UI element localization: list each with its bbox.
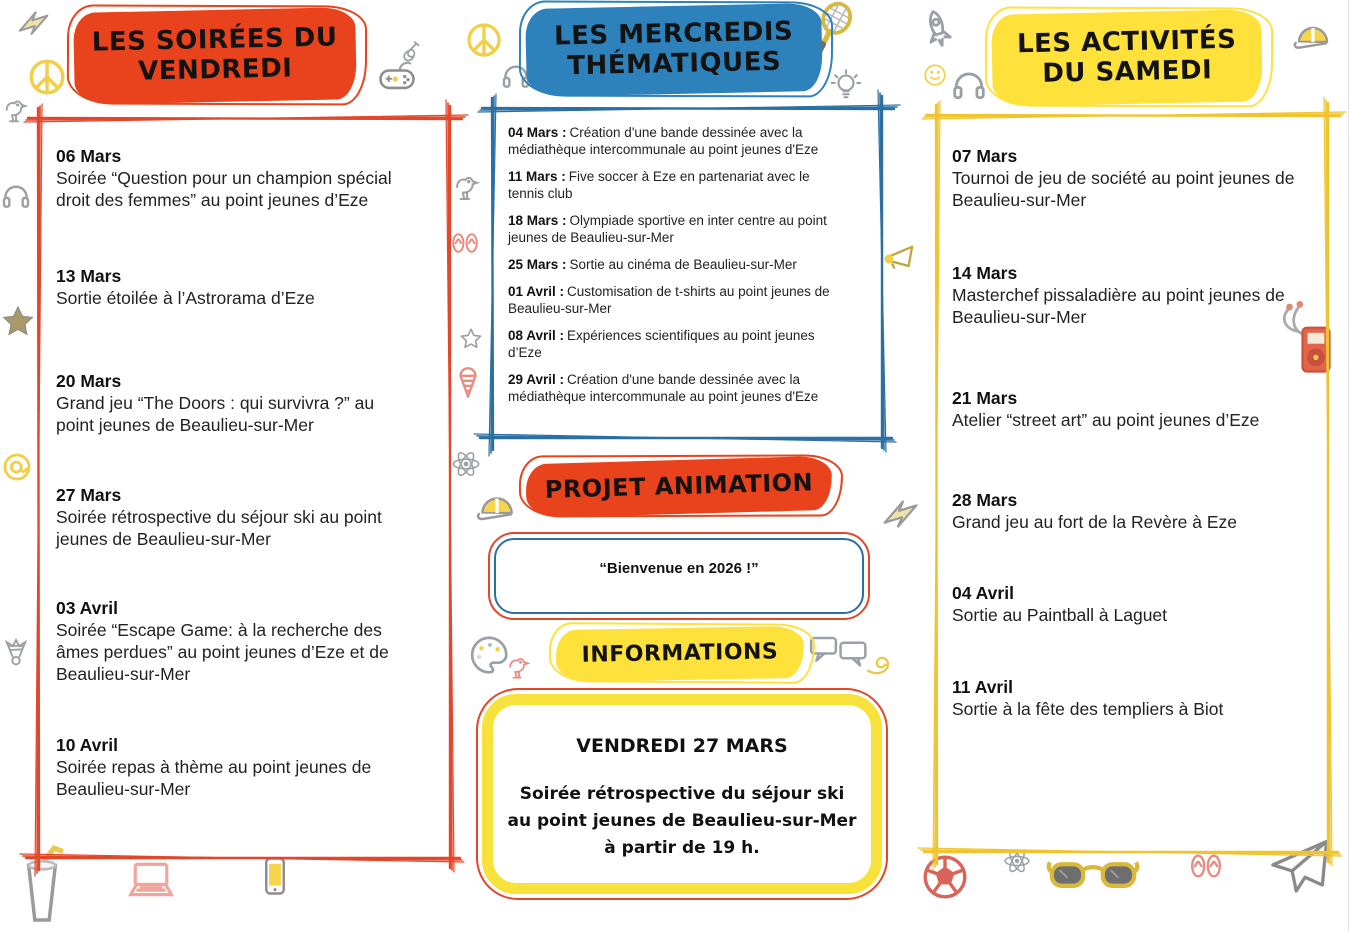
event-date: 04 Avril (952, 583, 1014, 603)
peace-icon (464, 20, 504, 60)
event-text: Sortie à la fête des templiers à Biot (952, 699, 1224, 719)
smiley-icon (922, 62, 948, 88)
event-item (508, 124, 848, 158)
event-text: Création d'une bande dessinée avec la médiathèque intercommunale au point jeunes d'Eze (508, 125, 819, 157)
shuttlecock-icon (0, 636, 32, 668)
rocket-icon (909, 1, 968, 60)
cap-icon (1286, 16, 1340, 64)
informations-line: à partir de 19 h. (604, 838, 760, 858)
event-text: Soirée rétrospective du séjour ski au point jeunes de Beaulieu-sur-Mer (56, 507, 382, 549)
event-item (952, 387, 1259, 431)
bird-icon (450, 170, 484, 204)
event-date: 29 Avril : (508, 372, 565, 387)
event-text: Tournoi de jeu de société au point jeunes de Beaulieu-sur-Mer (952, 168, 1295, 210)
event-text: Soirée “Escape Game: à la recherche des âmes perdues” au point jeunes d’Eze et de Beaulieu-sur-Mer (56, 620, 389, 684)
saturday-box (936, 115, 1328, 852)
event-item (56, 145, 408, 211)
event-item (952, 489, 1237, 533)
headphones-icon (950, 66, 988, 104)
saturday-header (991, 9, 1263, 107)
event-date: 11 Avril (952, 677, 1013, 697)
event-item (56, 597, 408, 685)
event-item (56, 370, 408, 436)
star-outline-icon (458, 326, 484, 352)
informations-heading: VENDREDI 27 MARS (576, 735, 788, 757)
event-text: Sortie au cinéma de Beaulieu-sur-Mer (569, 257, 797, 272)
lightning-arrow-icon (14, 4, 54, 44)
at-sign-icon (0, 450, 34, 484)
informations-details (493, 781, 871, 862)
projet-quote-box (494, 538, 864, 614)
event-date: 18 Mars : (508, 213, 567, 228)
event-text: Création d'une bande dessinée avec la médiathèque intercommunale au point jeunes d'Eze (508, 372, 819, 404)
event-date: 25 Mars : (508, 257, 567, 272)
event-date: 04 Mars : (508, 125, 567, 140)
event-item (508, 256, 848, 273)
informations-line: au point jeunes de Beaulieu-sur-Mer (507, 811, 857, 831)
event-item (56, 734, 408, 800)
event-item (508, 168, 848, 202)
peace-icon (26, 56, 68, 98)
informations-line: Soirée rétrospective du séjour ski (519, 784, 845, 804)
laptop-icon (124, 853, 178, 907)
event-item (508, 283, 848, 317)
event-item (508, 371, 848, 405)
informations-box-outer (476, 688, 888, 900)
event-date: 01 Avril : (508, 284, 565, 299)
soccer-ball-icon (918, 850, 972, 904)
event-date: 27 Mars (56, 485, 122, 505)
event-text: Soirée repas à thème au point jeunes de Beaulieu-sur-Mer (56, 757, 372, 799)
event-item (952, 145, 1304, 211)
event-item (508, 212, 848, 246)
flip-flops-icon (1186, 846, 1226, 886)
game-controller-icon (372, 54, 422, 98)
event-date: 06 Mars (56, 146, 122, 166)
informations-box (482, 694, 882, 894)
event-text: Expériences scientifiques au point jeunes d’Eze (508, 328, 815, 360)
ice-cream-icon (448, 358, 488, 402)
event-text: Grand jeu au fort de la Revère à Eze (952, 512, 1238, 532)
friday-title: LES SOIRÉES DU VENDREDI (91, 22, 338, 87)
projet-quote: “Bienvenue en 2026 !” (599, 559, 759, 577)
informations-header (556, 626, 805, 682)
event-date: 21 Mars (952, 388, 1018, 408)
star-icon (0, 304, 36, 340)
megaphone-icon (878, 238, 920, 280)
event-date: 14 Mars (952, 263, 1018, 283)
event-date: 07 Mars (952, 146, 1018, 166)
projet-title: PROJET ANIMATION (544, 468, 814, 504)
event-text: Masterchef pissaladière au point jeunes de Beaulieu-sur-Mer (952, 285, 1285, 327)
bird-icon (504, 652, 534, 682)
projet-header (525, 456, 832, 519)
wednesday-header (525, 3, 823, 97)
event-text: Atelier “street art” au point jeunes d’Eze (952, 410, 1260, 430)
bird-icon (0, 94, 32, 126)
event-date: 13 Mars (56, 266, 122, 286)
lightbulb-icon (828, 68, 864, 104)
event-date: 10 Avril (56, 735, 118, 755)
speech-bubbles-icon (808, 632, 870, 672)
wednesday-title: LES MERCREDIS THÉMATIQUES (553, 16, 794, 82)
event-date: 20 Mars (56, 371, 122, 391)
lightning-arrow-icon (878, 492, 924, 538)
atom-icon (450, 448, 482, 480)
event-item (952, 582, 1167, 626)
event-date: 08 Avril : (508, 328, 565, 343)
saturday-title: LES ACTIVITÉS DU SAMEDI (1016, 24, 1237, 89)
headphones-icon (0, 180, 32, 212)
event-item (952, 262, 1304, 328)
event-text: Olympiade sportive en inter centre au point jeunes de Beaulieu-sur-Mer (508, 213, 827, 245)
event-text: Customisation de t-shirts au point jeunes de Beaulieu-sur-Mer (508, 284, 830, 316)
swirl-icon (864, 648, 896, 680)
event-date: 03 Avril (56, 598, 118, 618)
flip-flops-icon (448, 226, 482, 260)
informations-title: INFORMATIONS (581, 639, 779, 669)
event-text: Soirée “Question pour un champion spécial droit des femmes” au point jeunes d’Eze (56, 168, 392, 210)
projet-quote-box-outer (488, 532, 870, 620)
event-item (56, 265, 315, 309)
event-item (508, 327, 848, 361)
event-item (56, 484, 408, 550)
friday-box (38, 118, 450, 858)
friday-header (73, 7, 357, 105)
event-item (952, 676, 1223, 720)
sunglasses-icon (1046, 856, 1140, 896)
wednesday-list (492, 108, 882, 415)
event-text: Grand jeu “The Doors : qui survivra ?” au point jeunes de Beaulieu-sur-Mer (56, 393, 375, 435)
event-text: Sortie au Paintball à Laguet (952, 605, 1168, 625)
event-date: 28 Mars (952, 490, 1018, 510)
event-text: Sortie étoilée à l’Astrorama d’Eze (56, 288, 315, 308)
event-text: Five soccer à Eze en partenariat avec le tennis club (508, 169, 810, 201)
cap-icon (468, 486, 526, 536)
event-date: 11 Mars : (508, 169, 566, 184)
